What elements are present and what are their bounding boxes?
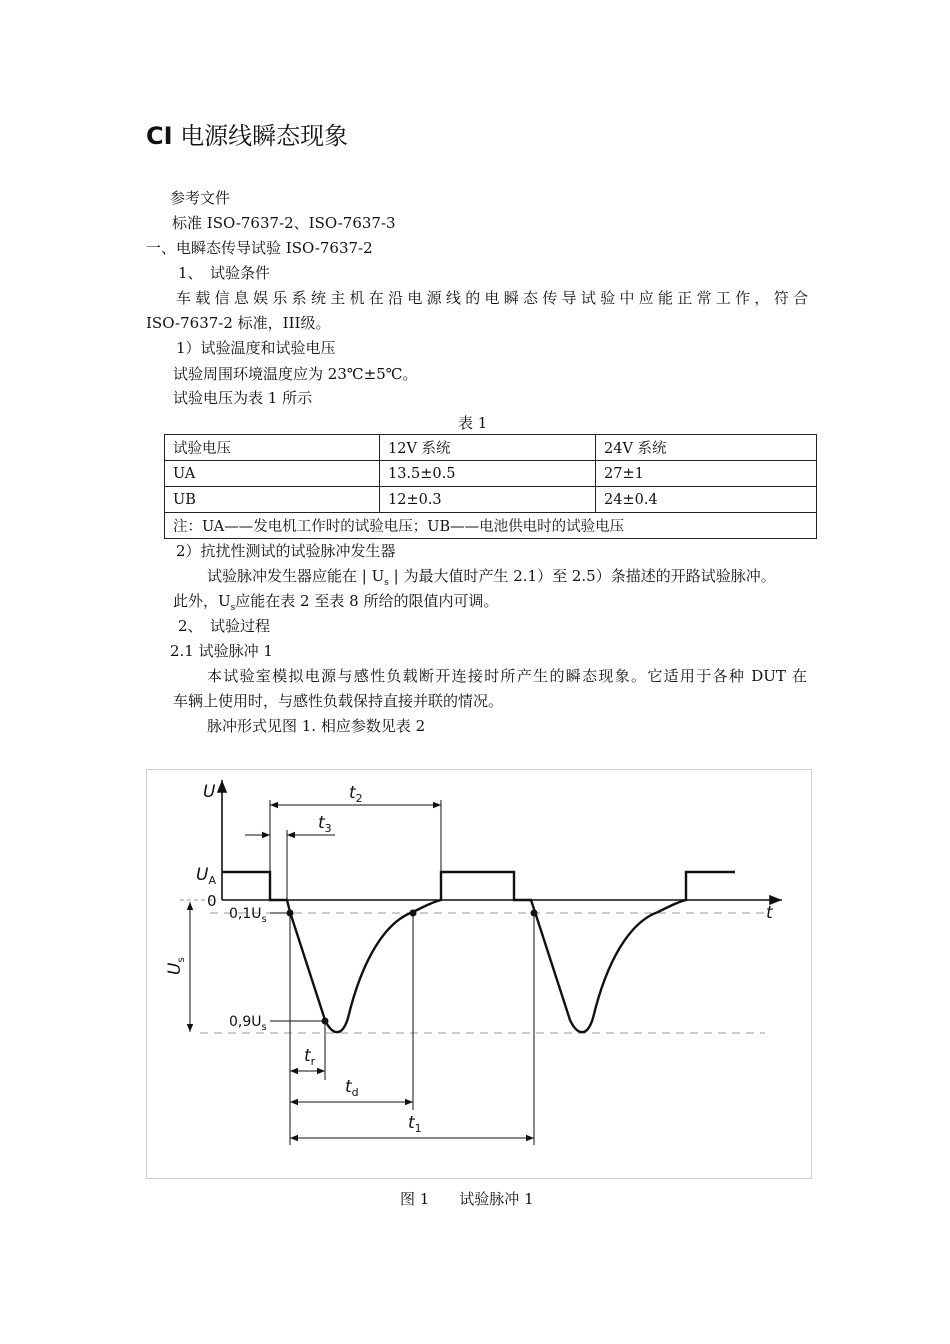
page-title-rest: 电源线瞬态现象: [180, 122, 349, 150]
pulse-waveform: [222, 872, 735, 1032]
section-2-1-line-2: 车辆上使用时，与感性负载保持直接并联的情况。: [173, 692, 504, 710]
table-header-cell: 24V 系统: [596, 435, 817, 461]
section-2-1-line-3: 脉冲形式见图 1. 相应参数见表 2: [207, 717, 426, 735]
table-cell: 24±0.4: [596, 487, 817, 513]
reference-label: 参考文件: [170, 189, 231, 207]
section-heading-1: 一、电瞬态传导试验 ISO-7637-2: [146, 239, 373, 257]
table-cell: 13.5±0.5: [380, 461, 596, 487]
figure-1-caption: 图 1 试验脉冲 1: [400, 1190, 534, 1208]
subscript: s: [384, 578, 389, 588]
marker-dot: [322, 1018, 329, 1025]
voltage-text: 试验电压为表 1 所示: [173, 389, 313, 407]
paragraph-1-line-1: 车载信息娱乐系统主机在沿电源线的电瞬态传导试验中应能正常工作，符合: [176, 289, 808, 307]
u-axis-label: U: [203, 782, 216, 802]
text-span: 此外，U: [173, 592, 231, 610]
temperature-text: 试验周围环境温度应为 23℃±5℃。: [173, 365, 418, 383]
subheading-generator: 2）抗扰性测试的试验脉冲发生器: [176, 542, 396, 560]
zero-label: 0: [207, 892, 217, 910]
marker-dot: [287, 910, 294, 917]
paragraph-1-line-2: ISO-7637-2 标准，III级。: [146, 314, 331, 332]
table-1-caption: 表 1: [458, 414, 488, 432]
marker-dot: [410, 910, 417, 917]
table-header-cell: 12V 系统: [380, 435, 596, 461]
t1-label: $t_1$: [408, 1113, 422, 1135]
text-span: 应能在表 2 至表 8 所给的限值内可调。: [235, 592, 499, 610]
label-0-1us: $0,1U_s$: [229, 906, 267, 925]
section-2-1-line-1: 本试验室模拟电源与感性负载断开连接时所产生的瞬态现象。它适用于各种 DUT 在: [207, 667, 807, 685]
label-0-9us: $0,9U_s$: [229, 1014, 267, 1033]
page-title-bold: CI: [146, 122, 173, 150]
item-heading-2: 2、 试验过程: [178, 617, 271, 635]
us-label: $U_s$: [165, 957, 187, 975]
text-span: | 为最大值时产生 2.1）至 2.5）条描述的开路试验脉冲。: [388, 567, 776, 585]
standard-line: 标准 ISO-7637-2、ISO-7637-3: [172, 214, 396, 232]
table-cell: UA: [165, 461, 380, 487]
section-2-1-heading: 2.1 试验脉冲 1: [170, 642, 273, 660]
subheading-temperature: 1）试验温度和试验电压: [176, 339, 336, 357]
text-span: 试验脉冲发生器应能在 | U: [207, 567, 385, 585]
table-header-cell: 试验电压: [165, 435, 380, 461]
table-cell: 27±1: [596, 461, 817, 487]
td-label: $t_d$: [345, 1077, 359, 1099]
table-cell: 12±0.3: [380, 487, 596, 513]
marker-dot: [531, 910, 538, 917]
t3-label: $t_3$: [318, 813, 332, 835]
table-note: 注：UA——发电机工作时的试验电压；UB——电池供电时的试验电压: [165, 513, 817, 539]
item-heading-1: 1、 试验条件: [178, 264, 271, 282]
ua-label: $U_A$: [196, 865, 216, 887]
subscript: s: [230, 603, 236, 613]
table-cell: UB: [165, 487, 380, 513]
t-axis-label: t: [766, 903, 773, 923]
tr-label: $t_r$: [304, 1046, 316, 1068]
t2-label: $t_2$: [349, 783, 363, 805]
